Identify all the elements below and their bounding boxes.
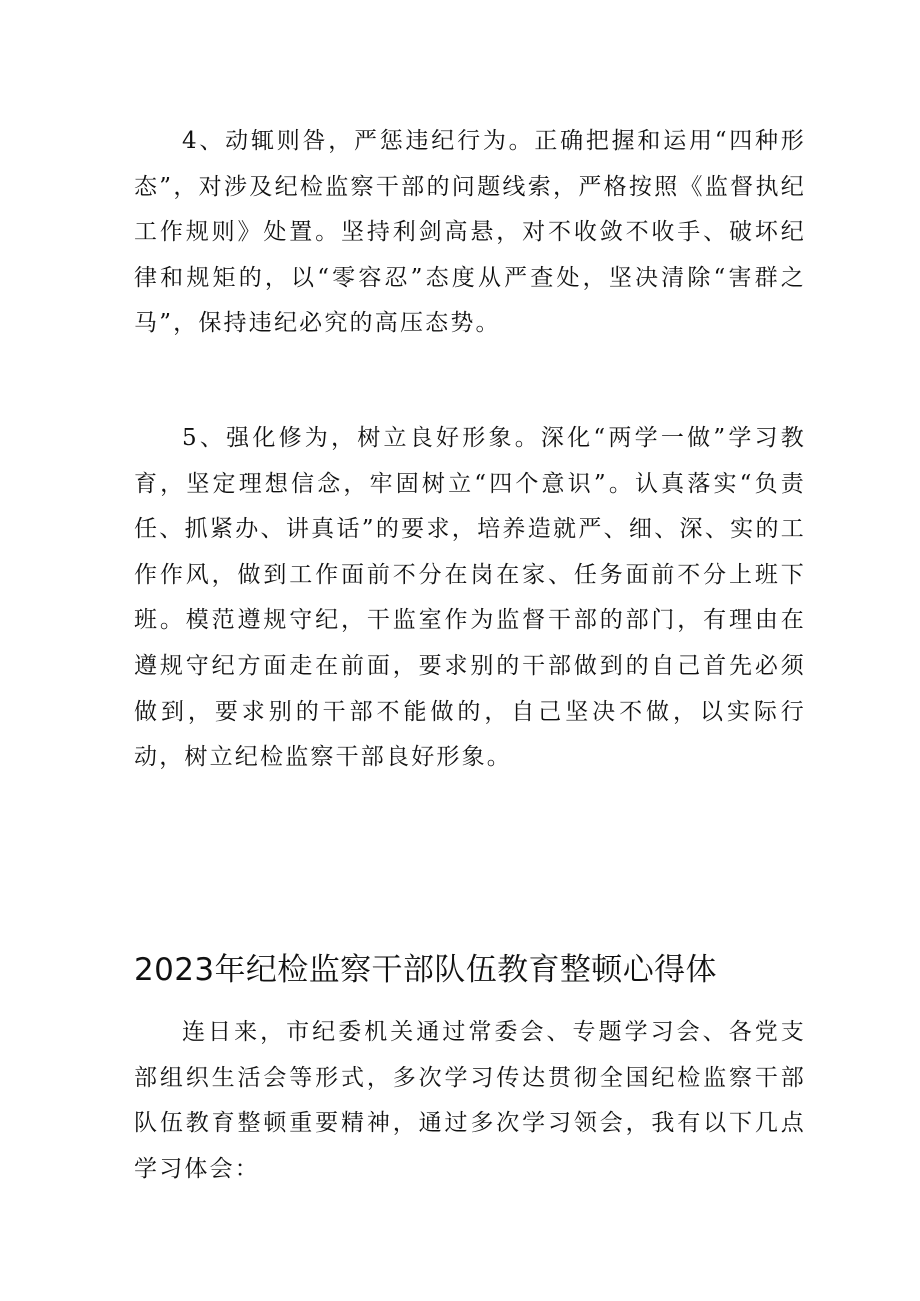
paragraph-item-5: 5、强化修为，树立良好形象。深化“两学一做”学习教育，坚定理想信念，牢固树立“四个意识”。认真落实“负责任、抓紧办、讲真话”的要求，培养造就严、细、深、实的工作作风，做到工作面前不分在岗在家、任务面前不分上班下班。模范遵规守纪，干监室作为监督干部的部门，有理由在遵规守纪方面走在前面，要求别的干部做到的自己首先必须做到，要求别的干部不能做的，自己坚决不做，以实际行动，树立纪检监察干部良好形象。 bbox=[134, 425, 806, 771]
paragraph-item-4: 4、动辄则咎，严惩违纪行为。正确把握和运用“四种形态”，对涉及纪检监察干部的问题线索，严格按照《监督执纪工作规则》处置。坚持利剑高悬，对不收敛不收手、破坏纪律和规矩的，以“零容忍”态度从严查处，坚决清除“害群之马”，保持违纪必究的高压态势。 bbox=[134, 128, 806, 337]
intro-paragraph: 连日来，市纪委机关通过常委会、专题学习会、各党支部组织生活会等形式，多次学习传达贯彻全国纪检监察干部队伍教育整顿重要精神，通过多次学习领会，我有以下几点学习体会： bbox=[134, 1019, 806, 1182]
section-title: 2023年纪检监察干部队伍教育整顿心得体 bbox=[134, 952, 717, 988]
